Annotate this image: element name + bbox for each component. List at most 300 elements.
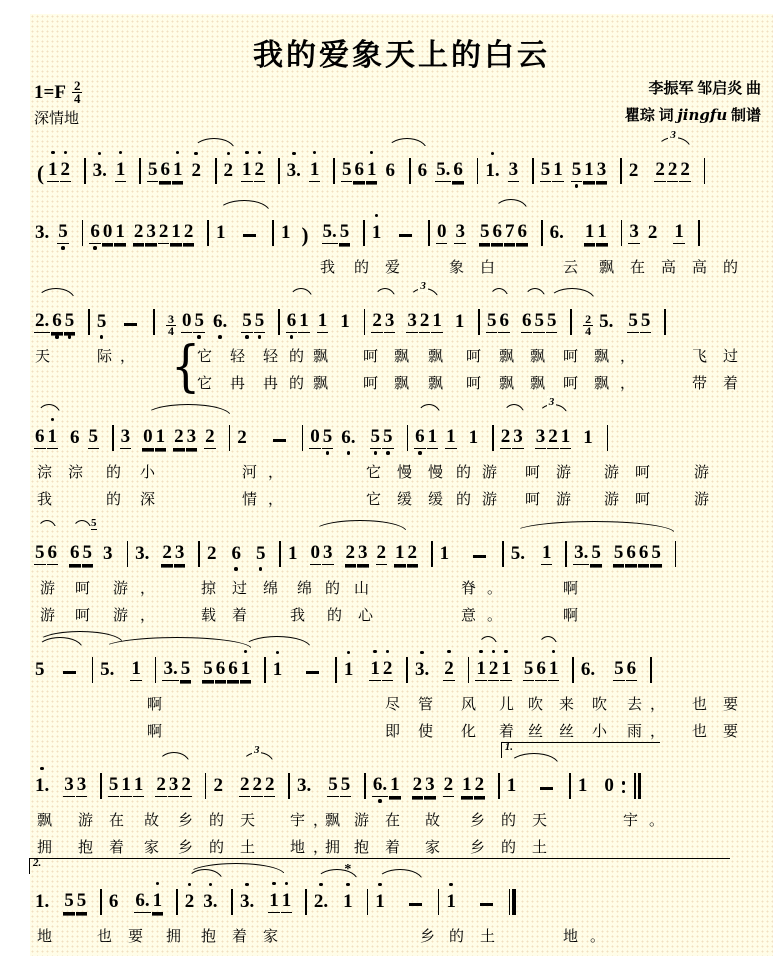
- lyric-syllable: 啊: [147, 695, 163, 713]
- barline: [112, 425, 114, 451]
- barline: [279, 541, 281, 567]
- lyric-syllable: 。: [649, 811, 665, 829]
- octave-dots-above: [479, 645, 483, 658]
- note-digit: 1: [115, 159, 126, 180]
- dash-note: [540, 787, 553, 790]
- lyric-syllable: 云: [563, 258, 579, 276]
- octave-dots-above: [449, 878, 453, 891]
- note: [190, 147, 202, 192]
- octave-dots-below: [258, 333, 262, 343]
- note: [309, 146, 321, 192]
- note: [89, 208, 101, 254]
- note: [264, 761, 276, 807]
- triplet-number: 3: [420, 280, 426, 292]
- thin-bar: [634, 773, 636, 799]
- repeat-barline: [622, 773, 647, 807]
- octave-dot: [98, 152, 102, 156]
- note-digit: 1: [548, 658, 559, 679]
- lyric-syllable: 我: [37, 490, 53, 508]
- note: [255, 530, 267, 575]
- repeat-dots: [622, 781, 626, 793]
- octave-dot: [258, 151, 262, 155]
- note-digit: 6: [70, 427, 80, 448]
- note-digit: 6: [35, 426, 45, 447]
- lyric-syllable: 抱: [78, 838, 94, 856]
- barline: [621, 220, 623, 246]
- note-digit: 6: [228, 658, 238, 679]
- note-digit: 1: [152, 890, 163, 911]
- lyric-syllable: 游: [482, 463, 498, 481]
- note-digit: 3: [508, 159, 519, 180]
- lyric-syllable: 游: [556, 463, 572, 481]
- note-digit: 1: [281, 222, 291, 243]
- note-digit: 5.: [436, 159, 451, 180]
- lyrics-row-1: [30, 807, 773, 834]
- note-digit: 2: [264, 774, 275, 795]
- barline: [407, 425, 409, 451]
- note-digit: 5: [479, 221, 490, 242]
- lyric-syllable: 抱: [201, 927, 217, 945]
- note-digit: 1: [366, 159, 377, 180]
- note-digit: 5.: [599, 311, 614, 332]
- barline: [278, 158, 280, 184]
- lyric-syllable: 宇: [623, 811, 639, 829]
- note: [47, 413, 59, 459]
- octave-dot: [418, 451, 422, 455]
- note-digit: 2: [237, 427, 247, 448]
- note-digit: 3: [535, 426, 546, 447]
- lyric-syllable: ，: [313, 838, 329, 856]
- lyric-syllable: 游: [694, 463, 710, 481]
- note-digit: 3: [384, 310, 395, 331]
- note-digit: 2: [252, 774, 262, 795]
- barline: [305, 889, 307, 915]
- barline: [207, 220, 209, 246]
- lyric-syllable: 。: [590, 927, 606, 945]
- note-digit: 6: [499, 310, 509, 331]
- note-digit: 1: [371, 222, 382, 243]
- note-digit: 6: [492, 221, 502, 242]
- note: [407, 529, 419, 575]
- note: [215, 209, 227, 254]
- time-signature: [72, 80, 83, 105]
- lyric-syllable: 小: [140, 463, 156, 481]
- barline: [565, 541, 567, 567]
- octave-dots-below: [290, 333, 294, 343]
- note-digit: 3: [76, 774, 87, 795]
- octave-dot: [347, 451, 351, 455]
- note: [523, 645, 535, 691]
- octave-dot: [491, 152, 495, 156]
- note: [580, 646, 596, 691]
- note: [371, 297, 383, 343]
- note: [223, 147, 235, 192]
- ornament-mark: *: [344, 862, 352, 877]
- repeat-dot: [622, 781, 626, 785]
- note-digit: 5: [64, 890, 74, 911]
- barline: [477, 158, 479, 184]
- octave-dot: [447, 650, 451, 654]
- note-digit: 2.: [313, 891, 329, 912]
- barline: [229, 425, 231, 451]
- lyric-syllable: 天: [532, 811, 548, 829]
- dash-note: [306, 671, 319, 674]
- octave-dot: [188, 883, 192, 887]
- lyric-syllable: 缓: [397, 490, 413, 508]
- repeat-dot: [622, 790, 626, 794]
- lyric-syllable: 故: [144, 811, 160, 829]
- lyric-syllable: 脊: [461, 579, 477, 597]
- lyric-syllable: 游: [556, 490, 572, 508]
- lyric-syllable: ，: [620, 374, 636, 392]
- note: [162, 645, 178, 691]
- note: [638, 529, 650, 575]
- note: [322, 208, 338, 254]
- lyric-syllable: 我: [290, 606, 306, 624]
- note-digit: 6: [626, 542, 636, 563]
- lyric-syllable: 过: [723, 347, 739, 365]
- note: [552, 146, 564, 192]
- octave-dots-above: [378, 878, 382, 891]
- note: [340, 414, 356, 459]
- octave-dot: [51, 418, 55, 422]
- barline: [272, 220, 274, 246]
- note: [640, 297, 652, 343]
- note-digit: 6: [286, 310, 297, 331]
- note-digit: 1: [343, 659, 354, 680]
- note-digit: 1: [462, 774, 472, 795]
- octave-dots-above: [386, 645, 390, 658]
- barline: [82, 220, 84, 246]
- note: [173, 413, 185, 459]
- note: [186, 413, 198, 459]
- grace-note: 5: [91, 517, 97, 529]
- note: [193, 297, 205, 343]
- note-digit: 5: [640, 310, 651, 331]
- note-digit: 1: [553, 159, 563, 180]
- lyric-syllable: 游: [694, 490, 710, 508]
- note: [287, 530, 299, 575]
- note: [64, 297, 76, 343]
- system-3: [30, 280, 773, 399]
- note: [436, 208, 448, 254]
- lyric-syllable: 呵: [363, 374, 379, 392]
- lyric-syllable: 的: [106, 463, 122, 481]
- octave-dot: [61, 246, 65, 250]
- note-digit: 2: [412, 774, 423, 795]
- lyric-syllable: 也: [97, 927, 113, 945]
- lyric-syllable: 意: [461, 606, 477, 624]
- note-digit: 1: [240, 658, 251, 679]
- note: [168, 761, 180, 807]
- octave-dot: [346, 883, 350, 887]
- note: [251, 761, 263, 807]
- barline: [431, 541, 433, 567]
- barline: [176, 889, 178, 915]
- note: [34, 646, 46, 691]
- lyric-syllable: 山: [354, 579, 370, 597]
- octave-dots-above: [504, 645, 508, 658]
- inline-time-signature: [166, 314, 176, 337]
- note: [679, 146, 691, 192]
- note: [369, 645, 381, 691]
- note: [170, 208, 182, 254]
- octave-dots-below: [93, 244, 97, 254]
- note-digit: 1: [432, 310, 442, 331]
- note: [560, 413, 572, 459]
- lyric-syllable: 。: [487, 579, 503, 597]
- note-digit: 2: [419, 310, 430, 331]
- octave-dots-below: [326, 449, 330, 459]
- note-digit: 5: [108, 774, 119, 795]
- lyric-syllable: 化: [461, 722, 477, 740]
- note: [76, 761, 88, 807]
- octave-dots-above: [491, 147, 495, 160]
- note-digit: 5: [64, 310, 75, 331]
- note-digit: 2: [156, 774, 166, 795]
- note: [96, 298, 108, 343]
- lyric-syllable: 的: [456, 490, 472, 508]
- note: [230, 530, 242, 575]
- note: [239, 744, 260, 807]
- note-digit: 5: [82, 542, 92, 563]
- note-digit: 3.: [135, 543, 150, 564]
- note-digit: 2: [667, 159, 678, 180]
- note: [33, 857, 50, 923]
- note: [533, 297, 545, 343]
- note: [152, 877, 164, 923]
- tie-arc: [549, 288, 595, 300]
- note-digit: 2: [162, 542, 172, 563]
- octave-dots-below: [378, 797, 382, 807]
- note: [414, 413, 426, 459]
- note: [102, 208, 114, 254]
- notes-row: [30, 396, 773, 459]
- note: [34, 413, 46, 459]
- note-digit: 5.: [100, 659, 115, 680]
- note: [439, 530, 451, 575]
- notes-row: [30, 517, 773, 575]
- lyric-syllable: 慢: [428, 463, 444, 481]
- note-digit: 1: [317, 310, 328, 331]
- lyric-syllable: 管: [418, 695, 434, 713]
- triplet-number: 3: [670, 129, 676, 141]
- note: [313, 878, 329, 923]
- octave-dots-above: [272, 877, 276, 890]
- lyric-syllable: 乡: [178, 811, 194, 829]
- lyric-syllable: 呵: [466, 347, 482, 365]
- lyric-syllable: 冉: [230, 374, 246, 392]
- note-digit: 2: [254, 159, 265, 180]
- lyric-syllable: 情: [242, 490, 258, 508]
- barline: [333, 158, 335, 184]
- lyric-syllable: 故: [425, 811, 441, 829]
- note-digit: 3: [120, 426, 131, 447]
- lyric-syllable: 飘: [594, 347, 610, 365]
- note: [370, 413, 382, 459]
- dash-note: [273, 439, 286, 442]
- dash-note: [473, 555, 486, 558]
- dash-note: [124, 323, 137, 326]
- note-digit: 5: [35, 659, 45, 680]
- barline: [607, 425, 609, 451]
- octave-dot: [479, 650, 483, 654]
- lyric-syllable: 淙: [68, 463, 84, 481]
- note-digit: 5: [613, 542, 624, 563]
- note-digit: 2: [183, 221, 194, 242]
- note-digit: 2: [60, 159, 70, 180]
- note: [419, 297, 431, 343]
- song-title: 我的爱象天上的白云: [253, 39, 550, 72]
- triplet-number: 3: [548, 396, 555, 408]
- note: [468, 414, 480, 459]
- lyric-syllable: 的: [501, 811, 517, 829]
- octave-dots-above: [194, 147, 198, 160]
- note: [147, 146, 159, 192]
- lyric-syllable: 飘: [530, 374, 546, 392]
- barline: [570, 309, 572, 335]
- note-digit: 6: [521, 310, 532, 331]
- barline: [139, 158, 141, 184]
- octave-dot: [64, 151, 68, 155]
- lyric-syllable: 高: [692, 258, 708, 276]
- thick-bar: [512, 889, 515, 915]
- note: [484, 147, 500, 192]
- lyric-syllable: 缓: [428, 490, 444, 508]
- lyric-syllable: ，: [140, 606, 156, 624]
- lyric-syllable: 在: [630, 258, 646, 276]
- lyric-syllable: 游: [40, 579, 56, 597]
- note: [69, 529, 81, 575]
- note-digit: 2: [443, 774, 454, 795]
- note: [366, 146, 378, 192]
- note-digit: 6.: [135, 890, 150, 911]
- lyric-syllable: 抱: [354, 838, 370, 856]
- octave-dot: [176, 151, 180, 155]
- octave-dot: [504, 650, 508, 654]
- note: [382, 413, 394, 459]
- note-digit: 3.: [297, 775, 312, 796]
- note: [479, 208, 491, 254]
- lyric-syllable: 它: [366, 463, 382, 481]
- note-digit: 2: [376, 542, 387, 563]
- octave-dots-below: [418, 449, 422, 459]
- note: [357, 529, 369, 575]
- octave-dots-above: [51, 146, 55, 159]
- note: [673, 208, 685, 254]
- note-digit: 3: [513, 426, 523, 447]
- note-digit: 5: [523, 658, 534, 679]
- lyric-syllable: 飘: [313, 347, 329, 365]
- note: [34, 209, 50, 254]
- lyric-syllable: ，: [650, 722, 666, 740]
- note-digit: 2: [206, 543, 217, 564]
- note-digit: 5: [254, 310, 265, 331]
- note-digit: 1: [172, 159, 183, 180]
- lyric-syllable: 的: [209, 811, 225, 829]
- barline: [675, 541, 677, 567]
- note-digit: 1: [468, 427, 479, 448]
- note: [540, 146, 552, 192]
- lyric-syllable: 着: [232, 606, 248, 624]
- note: [317, 297, 329, 343]
- note: [133, 761, 145, 807]
- note-digit: 6: [160, 159, 170, 180]
- note-digit: 6: [354, 159, 364, 180]
- lyric-syllable: 尽: [385, 695, 401, 713]
- lyric-syllable: 飘: [325, 811, 341, 829]
- note-digit: 1: [47, 426, 57, 447]
- note-digit: 3: [323, 542, 333, 563]
- note: [549, 209, 565, 254]
- note: [241, 146, 253, 192]
- note: [596, 146, 608, 192]
- octave-dot: [378, 883, 382, 887]
- note-digit: 0: [310, 426, 320, 447]
- dash-note: [480, 903, 493, 906]
- note: [181, 297, 193, 343]
- octave-dots-above: [51, 413, 55, 426]
- lyric-syllable: 雨: [627, 722, 643, 740]
- octave-dots-above: [420, 646, 424, 659]
- lyric-syllable: 淙: [37, 463, 53, 481]
- octave-dots-above: [276, 646, 280, 659]
- note-digit: 5: [328, 774, 338, 795]
- note-digit: 1: [506, 775, 517, 796]
- lyric-syllable: 飞: [692, 347, 708, 365]
- note-digit: 3.: [92, 160, 107, 181]
- note-digit: 3: [186, 426, 197, 447]
- note-digit: 1: [309, 159, 320, 180]
- note-digit: 1: [501, 658, 511, 679]
- barline: [100, 889, 102, 915]
- note: [322, 413, 334, 459]
- note-digit: 2: [628, 160, 639, 181]
- lyric-syllable: 游: [482, 490, 498, 508]
- note-digit: 0: [310, 542, 321, 563]
- note: [130, 645, 142, 691]
- note: [342, 862, 354, 923]
- octave-dots-above: [244, 645, 248, 658]
- note-digit: 3: [64, 774, 74, 795]
- lyric-syllable: 它: [366, 490, 382, 508]
- octave-dot: [272, 882, 276, 886]
- barline: [278, 309, 280, 335]
- note-digit: 6: [517, 221, 527, 242]
- octave-dot: [119, 151, 123, 155]
- barline: [569, 773, 571, 799]
- octave-dot: [319, 883, 323, 887]
- octave-dots-above: [292, 147, 296, 160]
- lyric-syllable: 的: [723, 258, 739, 276]
- lyric-syllable: ，: [650, 695, 666, 713]
- octave-dot: [575, 184, 579, 188]
- lyric-syllable: 的: [456, 463, 472, 481]
- note-digit: 1: [242, 159, 252, 180]
- lyric-syllable: 飘: [594, 374, 610, 392]
- volta-label: 2.: [33, 857, 42, 869]
- note-digit: 5: [571, 159, 582, 180]
- barline: [704, 158, 706, 184]
- octave-dots-below: [347, 449, 351, 459]
- note: [596, 208, 608, 254]
- note-digit: 5: [591, 542, 601, 563]
- barline: [650, 657, 652, 683]
- note-digit: 1: [375, 891, 385, 912]
- octave-dots-above: [176, 146, 180, 159]
- note: [445, 878, 457, 923]
- note: [268, 877, 280, 923]
